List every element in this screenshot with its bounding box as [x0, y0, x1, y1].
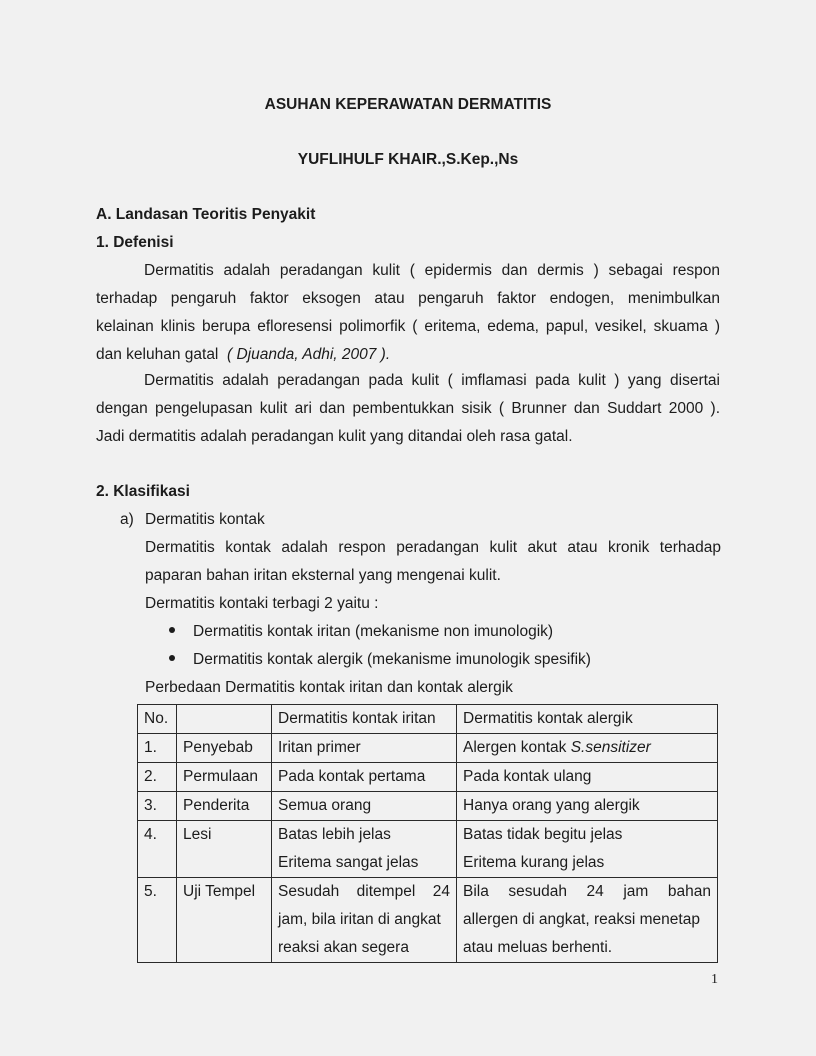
bullet-item	[169, 618, 553, 646]
table-row	[138, 792, 718, 821]
text-line: Dermatitis adalah peradangan pada kulit ( imflamasi pada kulit ) yang disertai	[144, 372, 720, 389]
item-a-title: Dermatitis kontak	[145, 511, 265, 528]
text-line: kelainan klinis berupa efloresensi polimorfik ( eritema, edema, papul, vesikel, skuama )	[96, 318, 720, 335]
table-cell: 5.	[138, 878, 177, 963]
cell-line: Sesudah ditempel 24	[278, 883, 450, 900]
table-cell: Iritan primer	[272, 734, 457, 763]
definition-heading: 1. Defenisi	[96, 234, 174, 251]
cell-line: Batas lebih jelas	[278, 826, 391, 843]
table-caption: Perbedaan Dermatitis kontak iritan dan kontak alergik	[145, 679, 513, 696]
table-cell	[457, 878, 718, 963]
text-line: terhadap pengaruh faktor eksogen atau pengaruh faktor endogen, menimbulkan	[96, 290, 720, 307]
table-row	[138, 734, 718, 763]
table-cell: Semua orang	[272, 792, 457, 821]
citation: ( Djuanda, Adhi, 2007 ).	[227, 346, 391, 363]
section-a-heading: A. Landasan Teoritis Penyakit	[96, 206, 316, 223]
header-cell: Dermatitis kontak iritan	[272, 705, 457, 734]
table-cell	[272, 878, 457, 963]
text-line: Dermatitis adalah peradangan kulit ( epidermis dan dermis ) sebagai respon	[144, 262, 720, 279]
table-cell: 4.	[138, 821, 177, 878]
header-cell	[177, 705, 272, 734]
classification-heading: 2. Klasifikasi	[96, 483, 190, 500]
text-line: Jadi dermatitis adalah peradangan kulit yang ditandai oleh rasa gatal.	[96, 428, 573, 445]
text-line: dengan pengelupasan kulit ari dan pembentukkan sisik ( Brunner dan Suddart 2000 ).	[96, 400, 720, 417]
table-cell: 3.	[138, 792, 177, 821]
table-cell: Uji Tempel	[177, 878, 272, 963]
cell-line: Eritema sangat jelas	[278, 854, 419, 871]
table-cell: Penderita	[177, 792, 272, 821]
table-header-row	[138, 705, 718, 734]
cell-italic: S.sensitizer	[570, 739, 651, 756]
cell-text: Alergen kontak	[463, 739, 571, 756]
division-intro: Dermatitis kontaki terbagi 2 yaitu :	[145, 595, 379, 612]
table-cell	[457, 821, 718, 878]
definition-paragraph-2	[96, 367, 720, 451]
comparison-table	[137, 704, 718, 963]
item-a-label: a)	[120, 511, 134, 528]
cell-line: allergen di angkat, reaksi menetap	[463, 911, 700, 928]
document-title: ASUHAN KEPERAWATAN DERMATITIS	[264, 96, 552, 113]
table-cell: Permulaan	[177, 763, 272, 792]
bullet-item	[169, 646, 591, 674]
table-cell: 2.	[138, 763, 177, 792]
table-row	[138, 821, 718, 878]
text-line	[96, 341, 720, 369]
table-cell: Pada kontak ulang	[457, 763, 718, 792]
page-number: 1	[711, 972, 718, 987]
text-line: Dermatitis kontak adalah respon peradangan kulit akut atau kronik terhadap	[145, 539, 721, 556]
table-row	[138, 763, 718, 792]
table-cell: 1.	[138, 734, 177, 763]
definition-paragraph-1	[96, 257, 720, 369]
bullet-icon	[169, 627, 175, 633]
table-cell	[272, 821, 457, 878]
table-cell: Hanya orang yang alergik	[457, 792, 718, 821]
contact-dermatitis-paragraph	[145, 534, 721, 590]
cell-line: Bila sesudah 24 jam bahan	[463, 883, 711, 900]
cell-line: atau meluas berhenti.	[463, 939, 613, 956]
document-author: YUFLIHULF KHAIR.,S.Kep.,Ns	[297, 151, 519, 168]
text-fragment: dan keluhan gatal	[96, 346, 219, 363]
header-cell: Dermatitis kontak alergik	[457, 705, 718, 734]
cell-line: Eritema kurang jelas	[463, 854, 605, 871]
table-cell: Penyebab	[177, 734, 272, 763]
cell-line: Batas tidak begitu jelas	[463, 826, 623, 843]
table-cell: Lesi	[177, 821, 272, 878]
bullet-text: Dermatitis kontak alergik (mekanisme imunologik spesifik)	[193, 651, 591, 668]
cell-line: reaksi akan segera	[278, 939, 409, 956]
table-cell: Pada kontak pertama	[272, 763, 457, 792]
bullet-icon	[169, 655, 175, 661]
header-cell: No.	[138, 705, 177, 734]
cell-line: jam, bila iritan di angkat	[278, 911, 441, 928]
text-line: paparan bahan iritan eksternal yang mengenai kulit.	[145, 567, 501, 584]
bullet-text: Dermatitis kontak iritan (mekanisme non imunologik)	[193, 623, 554, 640]
table-row	[138, 878, 718, 963]
table-cell	[457, 734, 718, 763]
